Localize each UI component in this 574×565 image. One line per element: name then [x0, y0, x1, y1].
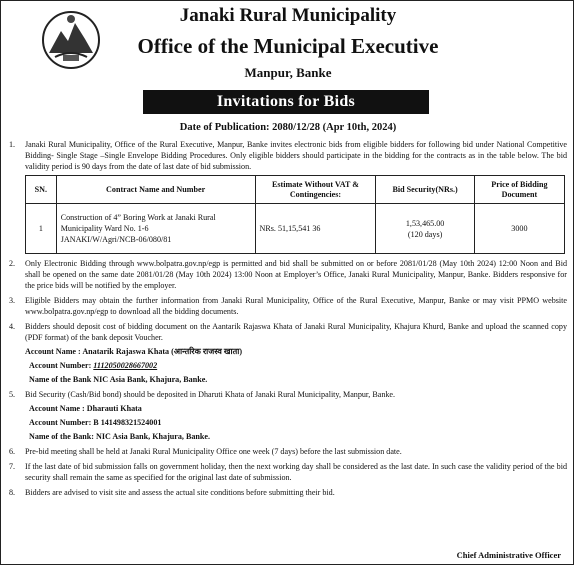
- contract-name: Construction of 4” Boring Work at Janaki Rural Municipality Ward No. 1-6: [60, 213, 216, 233]
- publication-date: Date of Publication: 2080/12/28 (Apr 10th, 2024): [179, 122, 397, 133]
- contract-number: JANAKI/W/Agri/NCB-06/080/81: [60, 235, 172, 244]
- signature: Chief Administrative Officer: [456, 550, 561, 560]
- col-header: Estimate Without VAT & Contingencies:: [255, 176, 376, 204]
- account2-name: Account Name : Dharauti Khata: [29, 404, 142, 413]
- list-item: 3. Eligible Bidders may obtain the further information from Janaki Rural Municipality, Office of the Rural Executive, Manpur, Banke or may visit PPMO website www.bolpatra.gov.np/egp to download all the bidding documents.: [9, 296, 567, 316]
- account2-number: Account Number: B 141498321524001: [29, 418, 162, 427]
- office-name: Office of the Municipal Executive: [137, 34, 439, 58]
- list-item: 1. Janaki Rural Municipality, Office of the Rural Executive, Manpur, Banke invites electronic bids from eligible bidders for following bid under National Competitive Bidding- Single Stage –Single Envelope Bidding Procedures. Only eligible bidders should participate in the bidding for the contracts as in the table below. The bid validity period is 90 days from the date of last date of bid submission.: [9, 140, 567, 171]
- notice-body: [9, 139, 567, 498]
- cell-price: 3000: [474, 204, 564, 254]
- cell-estimate: NRs. 51,15,541 36: [255, 204, 376, 254]
- list-item: 5. Bid Security (Cash/Bid bond) should be deposited in Dharuti Khata of Janaki Rural Municipality, Manpur, Banke.: [9, 390, 396, 399]
- list-item: 6. Pre-bid meeting shall be held at Janaki Rural Municipality Office one week (7 days) before the last submission date.: [9, 447, 402, 456]
- bid-table: [25, 175, 565, 254]
- list-item: 2. Only Electronic Bidding through www.bolpatra.gov.np/egp is permitted and bid shall be submitted on or before 2081/01/28 (May 10th 2024) 12:00 Noon and Bid shall be opened on the same date 2081/01/28 (May 10th 2024) 13:00 Noon at Employer’s Office, Janaki Rural Municipality, Manpur, Banke. Bidders responsive for the price bids will be notified by the employer.: [9, 259, 567, 290]
- account1-number: 1112050028667002: [93, 361, 158, 370]
- cell-security: 1,53,465.00 (120 days): [376, 204, 474, 254]
- list-item: 8. Bidders are advised to visit site and assess the actual site conditions before submitting their bid.: [9, 488, 335, 497]
- col-header: SN.: [26, 176, 57, 204]
- location: Manpur, Banke: [244, 65, 332, 80]
- cell-contract: [56, 204, 255, 254]
- account1-bank: Name of the Bank NIC Asia Bank, Khajura, Banke.: [29, 375, 208, 384]
- cell-sn: 1: [26, 204, 57, 254]
- table-row: [26, 204, 565, 254]
- col-header: Bid Security(NRs.): [376, 176, 474, 204]
- table-header-row: [26, 176, 565, 204]
- account1-name: Account Name : Anatarik Rajaswa Khata (आन्तरिक राजस्व खाता): [25, 347, 243, 356]
- list-item: 4. Bidders should deposit cost of bidding document on the Aantarik Rajaswa Khata of Janaki Rural Municipality, Khajura Khurd, Banke and upload the scanned copy (PDF format) of the bank deposit Voucher.: [9, 322, 567, 342]
- org-name: Janaki Rural Municipality: [179, 5, 397, 26]
- col-header: Contract Name and Number: [56, 176, 255, 204]
- col-header: Price of Bidding Document: [474, 176, 564, 204]
- list-item: 7. If the last date of bid submission falls on government holiday, then the next working day shall be considered as the last date. In such case the validity period of the bid security shall remain the same as specified for the original last date of submission.: [9, 462, 567, 482]
- account1-number-line: Account Number: 1112050028667002: [29, 361, 158, 370]
- account2-bank: Name of the Bank: NIC Asia Bank, Khajura, Banke.: [29, 432, 211, 441]
- banner-title: Invitations for Bids: [143, 90, 429, 114]
